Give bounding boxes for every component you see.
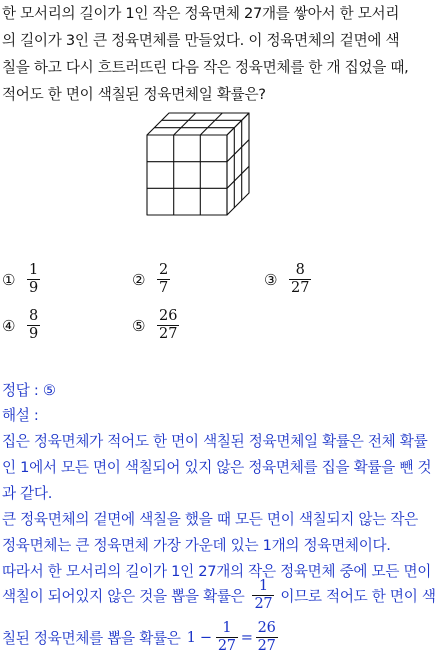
option-marker: ② <box>132 270 146 289</box>
problem-line: 의 길이가 3인 큰 정육면체를 만들었다. 이 정육면체의 겉면에 색 <box>2 32 400 49</box>
explanation-line: 큰 정육면체의 겉면에 색칠을 했을 때 모든 면이 색칠되지 않는 작은 <box>2 511 418 528</box>
option-fraction: $\frac{8}{27}$ <box>291 262 310 296</box>
option-marker: ① <box>2 270 16 289</box>
option-4[interactable] <box>2 308 43 343</box>
inline-fraction: $\frac{1}{27}$ <box>217 620 236 654</box>
explanation-line-fraction: 색칠이 되어있지 않은 것을 뽑을 확률은 $\frac{1}{27}$ 이므로 적어도 한 면이 색 <box>2 578 436 612</box>
option-1[interactable] <box>2 262 43 297</box>
option-5[interactable] <box>132 308 182 343</box>
explanation-line: 과 같다. <box>2 485 53 502</box>
explanation-label: 해설 : <box>2 407 39 424</box>
option-fraction: $\frac{8}{9}$ <box>29 308 39 342</box>
explanation-line: 따라서 한 모서리의 길이가 1인 27개의 작은 정육면체 중에 모든 면이 <box>2 563 432 580</box>
explanation-line: 인 1에서 모든 면이 색칠되어 있지 않은 정육면체를 집을 확률을 뺀 것 <box>2 459 432 476</box>
option-fraction: $\frac{26}{27}$ <box>159 308 178 342</box>
answer-label: 정답 : ⑤ <box>2 382 56 399</box>
explanation-line-final: 칠된 정육면체를 뽑을 확률은 1 − $\frac{1}{27}$ = $\frac{26}{27}$ <box>2 620 276 654</box>
problem-line: 칠을 하고 다시 흐트러뜨린 다음 작은 정육면체를 한 개 집었을 때, <box>2 59 409 76</box>
cube-figure <box>146 112 256 216</box>
option-marker: ⑤ <box>132 316 146 335</box>
option-2[interactable] <box>132 262 173 297</box>
inline-fraction: $\frac{1}{27}$ <box>254 578 273 612</box>
option-marker: ③ <box>264 270 278 289</box>
problem-line: 적어도 한 면이 색칠된 정육면체일 확률은? <box>2 86 266 103</box>
explanation-line: 집은 정육면체가 적어도 한 면이 색칠된 정육면체일 확률은 전체 확률 <box>2 433 428 450</box>
option-3[interactable] <box>264 262 314 297</box>
problem-statement <box>2 0 409 108</box>
option-fraction: $\frac{1}{9}$ <box>29 262 39 296</box>
explanation-line: 정육면체는 큰 정육면체 가장 가운데 있는 1개의 정육면체이다. <box>2 537 391 554</box>
option-marker: ④ <box>2 316 16 335</box>
option-fraction: $\frac{2}{7}$ <box>159 262 169 296</box>
inline-fraction: $\frac{26}{27}$ <box>257 620 276 654</box>
problem-line: 한 모서리의 길이가 1인 작은 정육면체 27개를 쌓아서 한 모서리 <box>2 5 400 22</box>
